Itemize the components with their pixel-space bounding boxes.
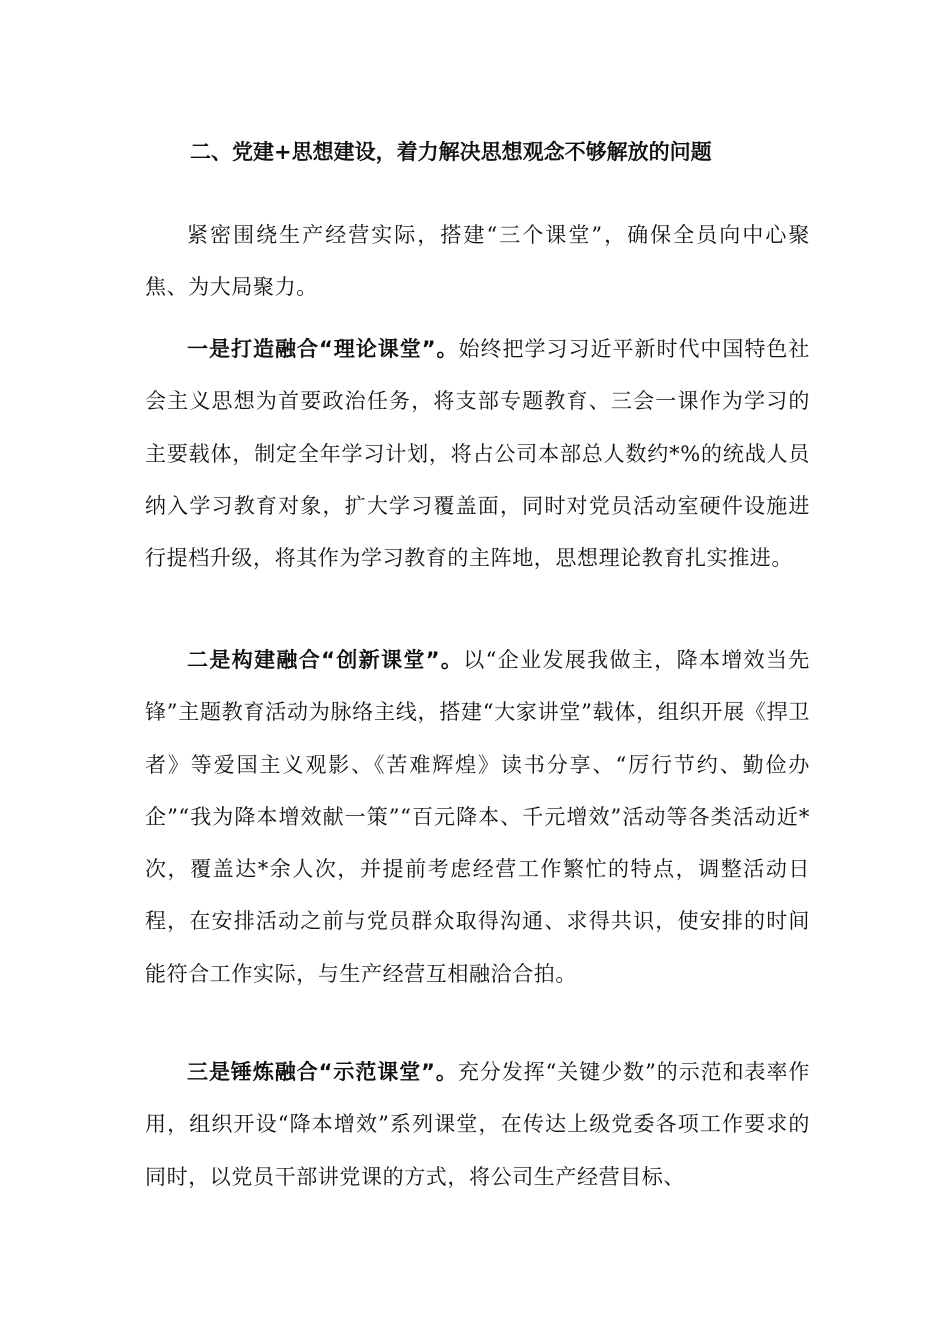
paragraph-lead: 一是打造融合“理论课堂”。 [187, 337, 459, 361]
paragraph-demonstration-classroom [145, 1046, 810, 1203]
intro-text: 紧密围绕生产经营实际，搭建“三个课堂”，确保全员向中心聚焦、为大局聚力。 [145, 223, 810, 300]
paragraph-body: 充分发挥“关键少数”的示范和表率作用，组织开设“降本增效”系列课堂，在传达上级党委各项工作要求的同时，以党员干部讲党课的方式，将公司生产经营目标、 [145, 1060, 811, 1189]
paragraph-innovation-classroom [145, 634, 810, 1000]
paragraph-lead: 三是锤炼融合“示范课堂”。 [187, 1060, 458, 1084]
paragraph-theory-classroom [145, 323, 810, 584]
paragraph-body: 以“企业发展我做主，降本增效当先锋”主题教育活动为脉络主线，搭建“大家讲堂”载体，组织开展《捍卫者》等爱国主义观影、《苦难辉煌》读书分享、“厉行节约、勤俭办企”“我为降本增效献一策”“百元降本、千元增效”活动等各类活动近*次，覆盖达*余人次，并提前考虑经营工作繁忙的特点，调整活动日程，在安排活动之前与党员群众取得沟通、求得共识，使安排的时间能符合工作实际，与生产经营互相融洽合拍。 [145, 648, 810, 986]
intro-paragraph [145, 209, 810, 314]
section-heading: 二、党建+思想建设，着力解决思想观念不够解放的问题 [190, 140, 712, 164]
paragraph-lead: 二是构建融合“创新课堂”。 [187, 648, 464, 672]
paragraph-body: 始终把学习习近平新时代中国特色社会主义思想为首要政治任务，将支部专题教育、三会一课作为学习的主要载体，制定全年学习计划，将占公司本部总人数约*%的统战人员纳入学习教育对象，扩大学习覆盖面，同时对党员活动室硬件设施进行提档升级，将其作为学习教育的主阵地，思想理论教育扎实推进。 [145, 337, 810, 571]
